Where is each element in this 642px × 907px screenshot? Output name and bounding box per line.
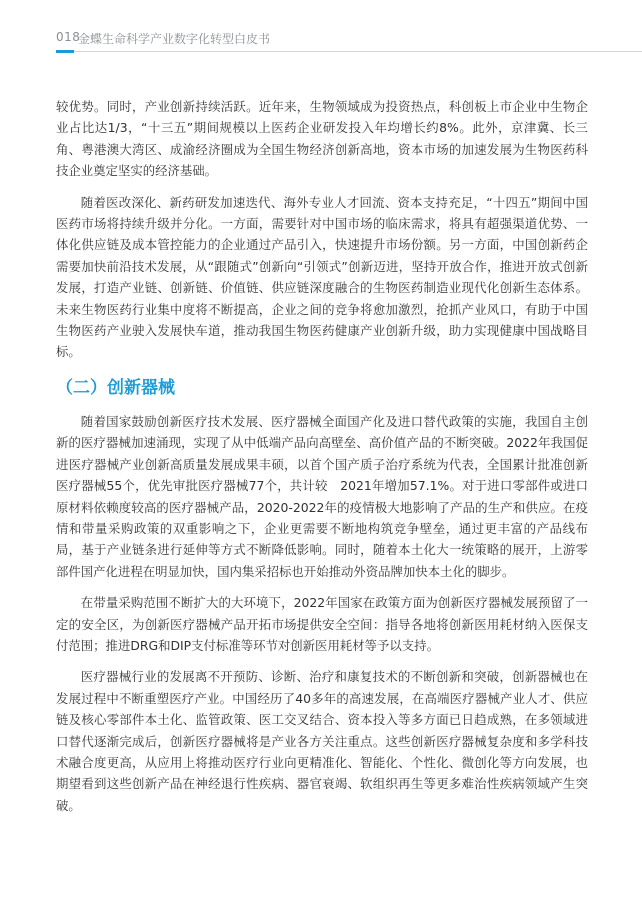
body-paragraph: 在带量采购范围不断扩大的大环境下，2022年国家在政策方面为创新医疗器械发展预留了一定的安全区，为创新医疗器械产品开拓市场提供安全空间：指导各地将创新医用耗材纳入医保支付范围；推进DRG和DIP支付标准等环节对创新医用耗材等予以支持。 <box>56 595 588 653</box>
page-header <box>56 24 642 54</box>
header-accent-bar <box>56 50 74 53</box>
body-paragraph: 医疗器械行业的发展离不开预防、诊断、治疗和康复技术的不断创新和突破，创新器械也在发展过程中不断重塑医疗产业。中国经历了40多年的高速发展，在高端医疗器械产业人才、供应链及核心零部件本土化、监管政策、医工交叉结合、资本投入等多方面已日趋成熟，在多领域进口替代逐渐完成后，创新医疗器械将是产业各方关注重点。这些创新医疗器械复杂度和多学科技术融合度更高，从应用上将推动医疗行业向更精准化、智能化、个性化、微创化等方向发展，也期望看到这些创新产品在神经退行性疾病、器官衰竭、软组织再生等更多难治性疾病领域产生突破。 <box>56 669 588 813</box>
page-number: 018 <box>56 30 81 44</box>
running-header-title: 金蝶生命科学产业数字化转型白皮书 <box>78 32 271 46</box>
body-paragraph: 随着医改深化、新药研发加速迭代、海外专业人才回流、资本支持充足，“十四五”期间中国医药市场将持续升级并分化。一方面，需要针对中国市场的临床需求，将具有超强渠道优势、一体化供应链及成本管控能力的企业通过产品引入，快速提升市场份额。另一方面，中国创新药企需要加快前沿技术发展，从“跟随式”创新向“引领式”创新迈进，坚持开放合作，推进开放式创新发展，打造产业链、创新链、价值链、供应链深度融合的生物医药制造业现代化创新生态体系。未来生物医药行业集中度将不断提高，企业之间的竞争将愈加激烈，抢抓产业风口，有助于中国生物医药产业驶入发展快车道，推动我国生物医药健康产业创新升级，助力实现健康中国战略目标。 <box>56 194 588 360</box>
header-divider <box>56 51 642 52</box>
body-paragraph: 较优势。同时，产业创新持续活跃。近年来，生物领域成为投资热点，科创板上市企业中生物企业占比达1/3，“十三五”期间规模以上医药企业研发投入年均增长约8%。此外，京津冀、长三角、粤港澳大湾区、成渝经济圈成为全国生物经济创新高地，资本市场的加速发展为生物医药科技企业奠定坚实的经济基础。 <box>56 99 588 179</box>
page-body <box>56 96 588 826</box>
body-paragraph: 随着国家鼓励创新医疗技术发展、医疗器械全面国产化及进口替代政策的实施，我国自主创新的医疗器械加速涌现，实现了从中低端产品向高壁垒、高价值产品的不断突破。2022年我国促进医疗器械产业创新高质量发展成果丰硕，以首个国产质子治疗系统为代表，全国累计批准创新医疗器械55个，优先审批医疗器械77个，共计较 2021年增加57.1%。对于进口零部件或进口原材料依赖度较高的医疗器械产品，2020-2022年的疫情极大地影响了产品的生产和供应。在疫情和带量采购政策的双重影响之下，企业更需要不断地构筑竞争壁垒，通过更丰富的产品线布局，基于产业链条进行延伸等方式不断降低影响。同时，随着本土化大一统策略的展开，上游零部件国产化进程在明显加快，国内集采招标也开始推动外资品牌加快本土化的脚步。 <box>56 413 588 579</box>
section-heading: （二）创新器械 <box>56 377 175 398</box>
